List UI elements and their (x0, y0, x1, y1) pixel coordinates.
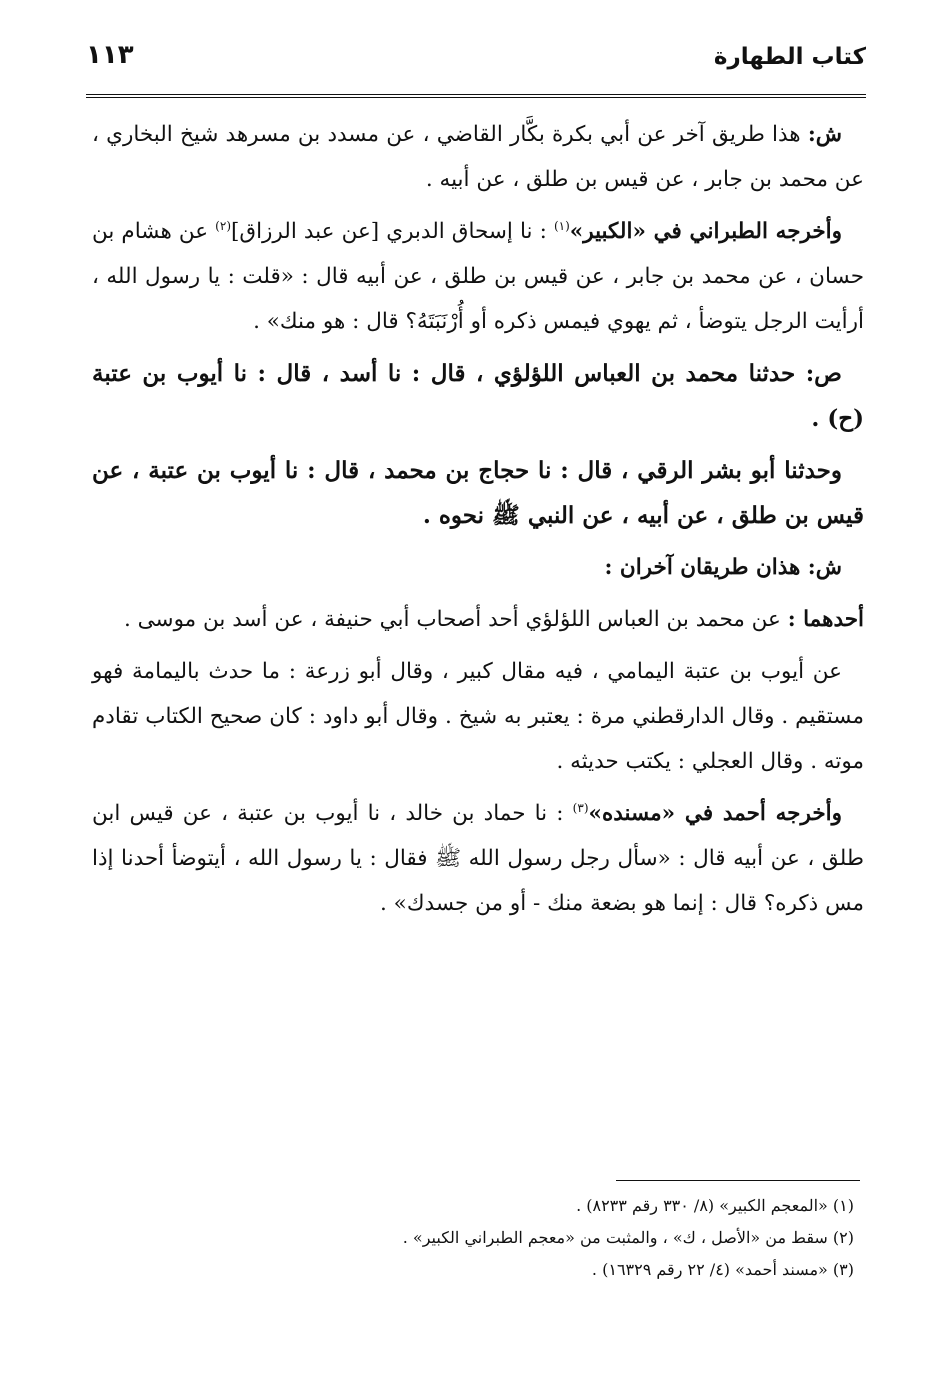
page-number: ١١٣ (86, 40, 134, 70)
paragraph-sharh-2: ش: هذان طريقان آخران : (604, 555, 842, 580)
footnote-3: (٣) «مسند أحمد» (٤/ ٢٢ رقم ١٦٣٢٩) . (591, 1260, 854, 1279)
footnote-ref-1[interactable]: (١) (553, 218, 570, 233)
sharh-marker: ش: (807, 122, 842, 147)
paragraph-matn-2: وحدثنا أبو بشر الرقي ، قال : نا حجاج بن محمد ، قال : نا أيوب بن عتبة ، عن قيس بن طلق ، عن أبيه ، عن النبي ﷺ نحوه . (92, 457, 864, 529)
footnote-2: (٢) سقط من «الأصل ، ك» ، والمثبت من «معجم الطبراني الكبير» . (402, 1228, 854, 1247)
paragraph-first-way (92, 597, 864, 642)
paragraph-text: : نا حماد بن خالد ، نا أيوب بن عتبة ، عن قيس ابن طلق ، عن أبيه قال : «سأل رجل رسول الله ﷺ فقال : يا رسول الله ، أيتوضأ أحدنا إذا مس ذكره؟ قال : إنما هو بضعة منك - أو من جسدك» . (92, 801, 864, 916)
paragraph-text: : نا إسحاق الدبري [عن عبد الرزاق] (231, 219, 554, 244)
paragraph-text: عن هشام بن حسان ، عن محمد بن جابر ، عن قيس بن طلق ، عن أبيه قال : «قلت : يا رسول الله ، أرأيت الرجل يتوضأ ، ثم يهوي فيمس ذكره أو أُرْنَبَتَهُ؟ قال : هو منك» . (92, 219, 864, 334)
header-rule (86, 94, 866, 101)
paragraph-narrator: عن أيوب بن عتبة اليمامي ، فيه مقال كبير ، وقال أبو زرعة : ما حدث باليمامة فهو مستقيم . وقال الدارقطني مرة : يعتبر به شيخ . وقال أبو داود : كان صحيح الكتاب تقادم موته . وقال العجلي : يكتب حديثه . (92, 659, 864, 774)
footnote-ref-3[interactable]: (٣) (572, 800, 589, 815)
paragraph-text: عن محمد بن العباس اللؤلؤي أحد أصحاب أبي حنيفة ، عن أسد بن موسى . (123, 607, 788, 632)
paragraph-ahmad (92, 791, 864, 926)
footnote-1: (١) «المعجم الكبير» (٨/ ٣٣٠ رقم ٨٢٣٣) . (576, 1196, 854, 1215)
page-header (86, 30, 866, 96)
paragraph-lead: أحدهما : (787, 607, 864, 632)
footnote-rule (616, 1180, 860, 1181)
paragraph-matn-1: ص: حدثنا محمد بن العباس اللؤلؤي ، قال : نا أسد ، قال : نا أيوب بن عتبة (ح) . (92, 360, 864, 432)
paragraph-sharh-1 (92, 112, 864, 202)
paragraph-lead: وأخرجه الطبراني في «الكبير» (569, 219, 842, 244)
page-body (92, 112, 864, 933)
running-title: كتاب الطهارة (713, 44, 866, 70)
paragraph-text: هذا طريق آخر عن أبي بكرة بكَّار القاضي ، عن مسدد بن مسرهد شيخ البخاري ، عن محمد بن جابر ، عن قيس بن طلق ، عن أبيه . (92, 122, 864, 192)
footnotes (92, 1190, 854, 1286)
footnote-ref-2[interactable]: (٢) (215, 218, 231, 233)
paragraph-tabarani (92, 209, 864, 344)
paragraph-lead: وأخرجه أحمد في «مسنده» (588, 801, 842, 826)
